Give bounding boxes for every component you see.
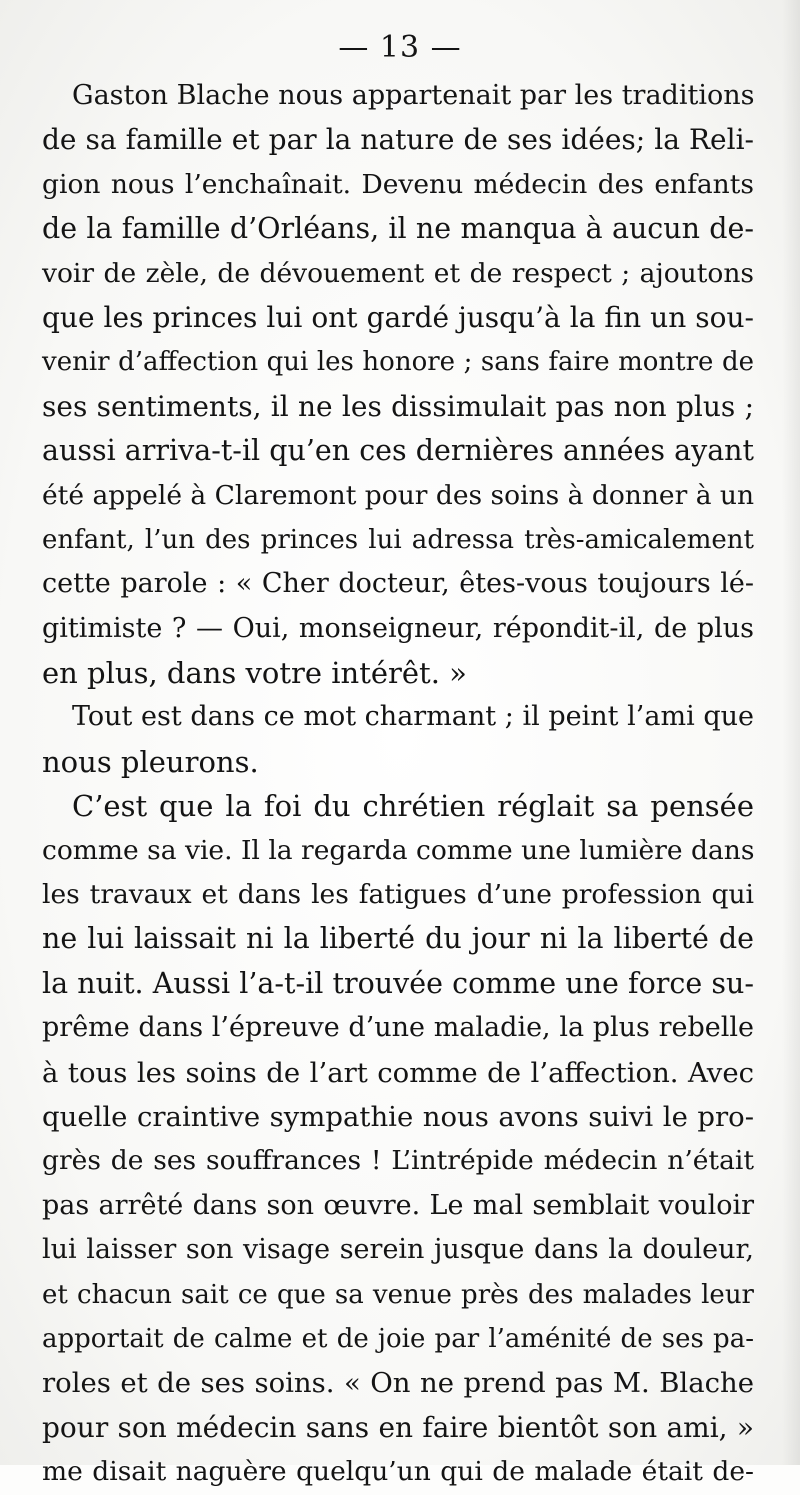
text-line: Gaston Blache nous appartenait par les traditions bbox=[72, 80, 755, 111]
text-line: prême dans l’épreuve d’une maladie, la plus rebelle bbox=[42, 1012, 754, 1044]
text-line: cette parole : « Cher docteur, êtes-vous toujours lé- bbox=[42, 568, 754, 600]
text-line: été appelé à Claremont pour des soins à donner à un bbox=[42, 479, 755, 511]
text-line: en plus, dans votre intérêt. » bbox=[42, 656, 467, 691]
text-line: de la famille d’Orléans, il ne manqua à aucun de- bbox=[42, 212, 754, 246]
text-line: Tout est dans ce mot charmant ; il peint l’ami que bbox=[72, 701, 754, 733]
body-text bbox=[42, 74, 754, 1495]
text-line: que les princes lui ont gardé jusqu’à la fin un sou- bbox=[42, 300, 754, 334]
text-line: ses sentiments, il ne les dissimulait pas non plus ; bbox=[42, 389, 754, 423]
text-line: gitimiste ? — Oui, monseigneur, répondit-il, de plus bbox=[42, 612, 754, 644]
text-line: gion nous l’enchaînait. Devenu médecin des enfants bbox=[42, 168, 754, 200]
text-line: ne lui laissait ni la liberté du jour ni la liberté de bbox=[42, 922, 754, 956]
text-line: voir de zèle, de dévouement et de respect ; ajoutons bbox=[42, 257, 754, 289]
text-line: venir d’affection qui les honore ; sans faire montre de bbox=[42, 347, 754, 378]
text-line: les travaux et dans les fatigues d’une profession qui bbox=[42, 879, 754, 911]
text-line: enfant, l’un des princes lui adressa très-amicalement bbox=[42, 524, 754, 555]
text-line: aussi arriva-t-il qu’en ces dernières années ayant bbox=[42, 434, 754, 468]
text-line: pas arrêté dans son œuvre. Le mal semblait vouloir bbox=[42, 1189, 754, 1221]
text-line: pour son médecin sans en faire bientôt son ami, » bbox=[42, 1410, 754, 1444]
page-gutter-shadow bbox=[782, 0, 800, 1465]
text-line: à tous les soins de l’art comme de l’affection. Avec bbox=[42, 1056, 754, 1089]
page-number-header: — 13 — bbox=[338, 30, 462, 65]
text-line: comme sa vie. Il la regarda comme une lumière dans bbox=[42, 834, 755, 866]
text-line: me disait naguère quelqu’un qui de malade était de- bbox=[42, 1456, 754, 1488]
text-line: la nuit. Aussi l’a-t-il trouvée comme une force su- bbox=[42, 966, 754, 1000]
text-line: quelle craintive sympathie nous avons suivi le pro- bbox=[42, 1100, 754, 1133]
text-line: nous pleurons. bbox=[42, 744, 259, 779]
text-line: lui laisser son visage serein jusque dans la douleur, bbox=[42, 1234, 754, 1266]
text-line: grès de ses souffrances ! L’intrépide médecin n’était bbox=[42, 1145, 754, 1177]
text-line: roles et de ses soins. « On ne prend pas M. Blache bbox=[42, 1367, 754, 1400]
text-line: de sa famille et par la nature de ses idées; la Reli- bbox=[42, 123, 754, 157]
text-line: et chacun sait ce que sa venue près des malades leur bbox=[42, 1279, 754, 1310]
text-line: C’est que la foi du chrétien réglait sa pensée bbox=[72, 789, 754, 824]
text-line: apportait de calme et de joie par l’aménité de ses pa- bbox=[42, 1323, 754, 1354]
